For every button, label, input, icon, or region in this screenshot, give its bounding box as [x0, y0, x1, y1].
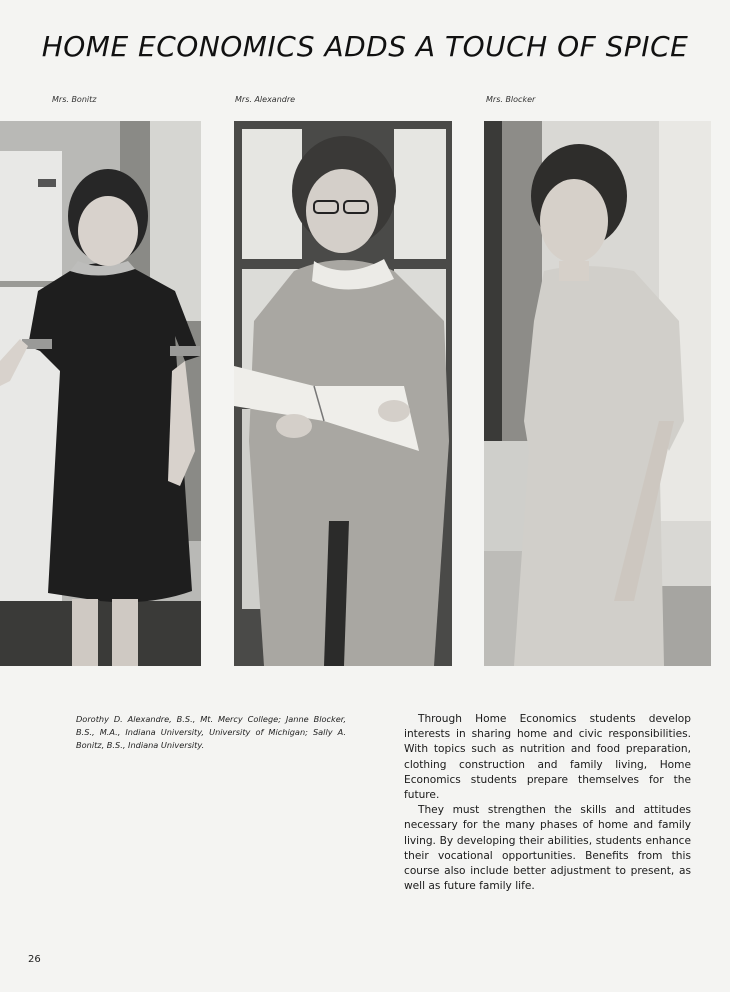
portrait-photo-blocker	[484, 121, 711, 666]
portrait-label-blocker: Mrs. Blocker	[486, 95, 536, 104]
portrait-label-alexandre: Mrs. Alexandre	[235, 95, 296, 104]
page-headline: HOME ECONOMICS ADDS A TOUCH OF SPICE	[41, 30, 689, 63]
page-number: 26	[28, 954, 41, 965]
portrait-photo-bonitz	[0, 121, 201, 666]
body-paragraph: Through Home Economics students develop interests in sharing home and civic responsibilities. With topics such as nutrition and food preparation, clothing construction and family living, Home Economics students prepare themselves for the future.	[404, 713, 691, 802]
portrait-label-bonitz: Mrs. Bonitz	[52, 95, 97, 104]
body-paragraph: They must strengthen the skills and attitudes necessary for the many phases of home and family living. By developing their abilities, students enhance their vocational opportunities. Benefits from this course also include better adjustment to present, as well as future family life.	[404, 804, 691, 893]
faculty-caption: Dorothy D. Alexandre, B.S., Mt. Mercy College; Janne Blocker, B.S., M.A., Indiana University, University of Michigan; Sally A. Bonitz, B.S., Indiana University.	[76, 714, 346, 750]
portrait-photo-alexandre	[234, 121, 452, 666]
article-body	[404, 712, 691, 894]
